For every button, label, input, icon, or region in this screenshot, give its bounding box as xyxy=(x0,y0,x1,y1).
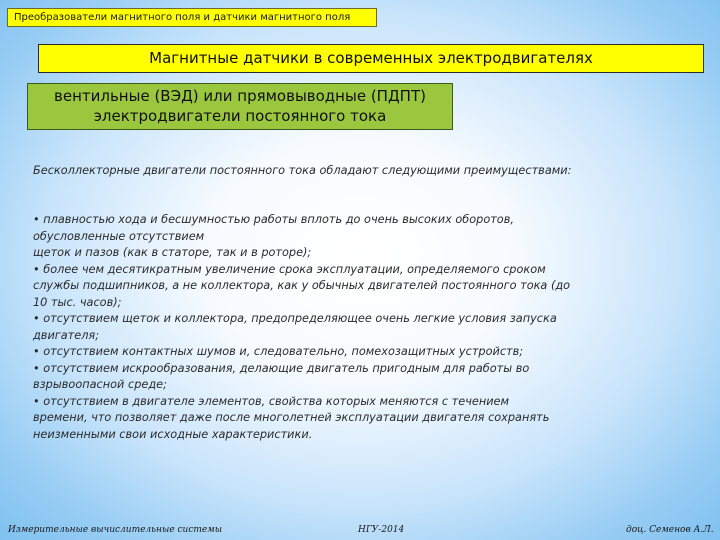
footer-university: НГУ-2014 xyxy=(358,525,405,535)
list-line: неизменными свои исходные характеристики. xyxy=(33,427,313,441)
list-line: • отсутствием искрообразования, делающие двигатель пригодным для работы во xyxy=(33,361,530,375)
intro-text: Бесколлекторные двигатели постоянного тока обладают следующими преимуществами: xyxy=(33,164,572,177)
list-line: двигателя; xyxy=(33,328,100,342)
subtitle-line-2: электродвигатели постоянного тока xyxy=(93,107,387,125)
list-line: времени, что позволяет даже после многолетней эксплуатации двигателя сохранять xyxy=(33,411,550,424)
advantages-list xyxy=(33,212,683,443)
list-line: • отсутствием щеток и коллектора, предопределяющее очень легкие условия запуска xyxy=(33,312,557,325)
subtitle-box xyxy=(27,83,453,130)
list-line: • плавностью хода и бесшумностью работы вплоть до очень высоких оборотов, xyxy=(33,213,514,226)
top-label: Преобразователи магнитного поля и датчики магнитного поля xyxy=(7,8,377,27)
slide-title: Магнитные датчики в современных электродвигателях xyxy=(38,44,704,73)
list-line: щеток и пазов (как в статоре, так и в роторе); xyxy=(33,246,312,259)
subtitle-line-1: вентильные (ВЭД) или прямовыводные (ПДПТ) xyxy=(54,87,426,105)
list-line: • более чем десятикратным увеличение срока эксплуатации, определяемого сроком xyxy=(33,262,546,276)
footer-course: Измерительные вычислительные системы xyxy=(8,525,223,535)
list-line: взрывоопасной среде; xyxy=(33,378,167,391)
list-line: • отсутствием контактных шумов и, следовательно, помехозащитных устройств; xyxy=(33,345,524,358)
list-line: службы подшипников, а не коллектора, как у обычных двигателей постоянного тока (до xyxy=(33,279,571,292)
footer-author: доц. Семенов А.Л. xyxy=(626,525,714,535)
list-line: • отсутствием в двигателе элементов, свойства которых меняются с течением xyxy=(33,394,510,408)
list-line: обусловленные отсутствием xyxy=(33,229,205,243)
list-line: 10 тыс. часов); xyxy=(33,295,122,309)
